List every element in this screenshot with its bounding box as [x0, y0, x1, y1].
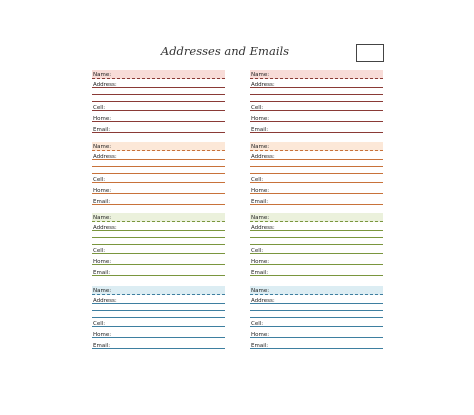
entry-line[interactable]: [92, 132, 225, 133]
name-label: Name:: [93, 144, 112, 150]
cell-label: Cell:: [93, 321, 106, 327]
email-label: Email:: [251, 270, 269, 276]
entry-line[interactable]: [250, 173, 383, 174]
address-label: Address:: [251, 298, 275, 304]
name-header-band[interactable]: [250, 142, 383, 151]
entry-line[interactable]: [250, 193, 383, 194]
cell-label: Cell:: [251, 177, 264, 183]
entry-line[interactable]: [250, 317, 383, 318]
name-header-band[interactable]: [250, 286, 383, 295]
name-header-band[interactable]: [92, 213, 225, 222]
entry-line[interactable]: [92, 253, 225, 254]
entry-line[interactable]: [250, 166, 383, 167]
entry-line[interactable]: [250, 264, 383, 265]
entry-line[interactable]: [92, 121, 225, 122]
entry-line[interactable]: [250, 132, 383, 133]
home-label: Home:: [93, 116, 112, 122]
email-label: Email:: [93, 270, 111, 276]
cell-label: Cell:: [251, 105, 264, 111]
email-label: Email:: [251, 199, 269, 205]
name-label: Name:: [93, 72, 112, 78]
entry-line[interactable]: [92, 244, 225, 245]
email-label: Email:: [93, 343, 111, 349]
name-label: Name:: [93, 288, 112, 294]
name-header-band[interactable]: [250, 213, 383, 222]
entry-line[interactable]: [92, 348, 225, 349]
entry-line[interactable]: [92, 275, 225, 276]
entry-line[interactable]: [92, 337, 225, 338]
address-label: Address:: [93, 154, 117, 160]
entry-line[interactable]: [250, 110, 383, 111]
entry-line[interactable]: [92, 326, 225, 327]
name-header-band[interactable]: [92, 142, 225, 151]
entry-line[interactable]: [92, 237, 225, 238]
cell-label: Cell:: [251, 248, 264, 254]
home-label: Home:: [93, 259, 112, 265]
name-label: Name:: [251, 144, 270, 150]
address-label: Address:: [93, 82, 117, 88]
home-label: Home:: [93, 188, 112, 194]
address-card: [250, 142, 383, 210]
entry-line[interactable]: [92, 110, 225, 111]
cell-label: Cell:: [93, 177, 106, 183]
address-label: Address:: [251, 82, 275, 88]
entry-line[interactable]: [250, 101, 383, 102]
cell-label: Cell:: [93, 248, 106, 254]
address-card: [250, 70, 383, 138]
entry-line[interactable]: [250, 204, 383, 205]
email-label: Email:: [251, 127, 269, 133]
email-label: Email:: [251, 343, 269, 349]
name-label: Name:: [93, 215, 112, 221]
name-label: Name:: [251, 72, 270, 78]
entry-line[interactable]: [92, 264, 225, 265]
entry-line[interactable]: [92, 310, 225, 311]
index-box[interactable]: [356, 44, 384, 62]
email-label: Email:: [93, 127, 111, 133]
address-label: Address:: [93, 225, 117, 231]
entry-line[interactable]: [250, 244, 383, 245]
address-label: Address:: [93, 298, 117, 304]
name-header-band[interactable]: [92, 70, 225, 79]
entry-line[interactable]: [250, 326, 383, 327]
address-card: [92, 70, 225, 138]
entry-line[interactable]: [250, 348, 383, 349]
entry-line[interactable]: [250, 337, 383, 338]
cell-label: Cell:: [93, 105, 106, 111]
entry-line[interactable]: [250, 94, 383, 95]
entry-line[interactable]: [92, 204, 225, 205]
entry-line[interactable]: [250, 237, 383, 238]
home-label: Home:: [251, 116, 270, 122]
email-label: Email:: [93, 199, 111, 205]
entry-line[interactable]: [92, 173, 225, 174]
entry-line[interactable]: [250, 182, 383, 183]
entry-line[interactable]: [92, 317, 225, 318]
cell-label: Cell:: [251, 321, 264, 327]
home-label: Home:: [251, 188, 270, 194]
entry-line[interactable]: [250, 253, 383, 254]
entry-line[interactable]: [250, 275, 383, 276]
home-label: Home:: [251, 332, 270, 338]
entry-line[interactable]: [92, 94, 225, 95]
entry-line[interactable]: [92, 193, 225, 194]
entry-line[interactable]: [92, 101, 225, 102]
page-title: Addresses and Emails: [160, 44, 290, 58]
entry-line[interactable]: [92, 182, 225, 183]
address-card: [92, 142, 225, 210]
entry-line[interactable]: [92, 166, 225, 167]
address-card: [92, 213, 225, 281]
entry-line[interactable]: [250, 310, 383, 311]
name-header-band[interactable]: [92, 286, 225, 295]
address-card: [250, 286, 383, 354]
address-card: [250, 213, 383, 281]
address-label: Address:: [251, 225, 275, 231]
address-label: Address:: [251, 154, 275, 160]
home-label: Home:: [251, 259, 270, 265]
name-label: Name:: [251, 215, 270, 221]
address-card: [92, 286, 225, 354]
entry-line[interactable]: [250, 121, 383, 122]
home-label: Home:: [93, 332, 112, 338]
name-label: Name:: [251, 288, 270, 294]
name-header-band[interactable]: [250, 70, 383, 79]
